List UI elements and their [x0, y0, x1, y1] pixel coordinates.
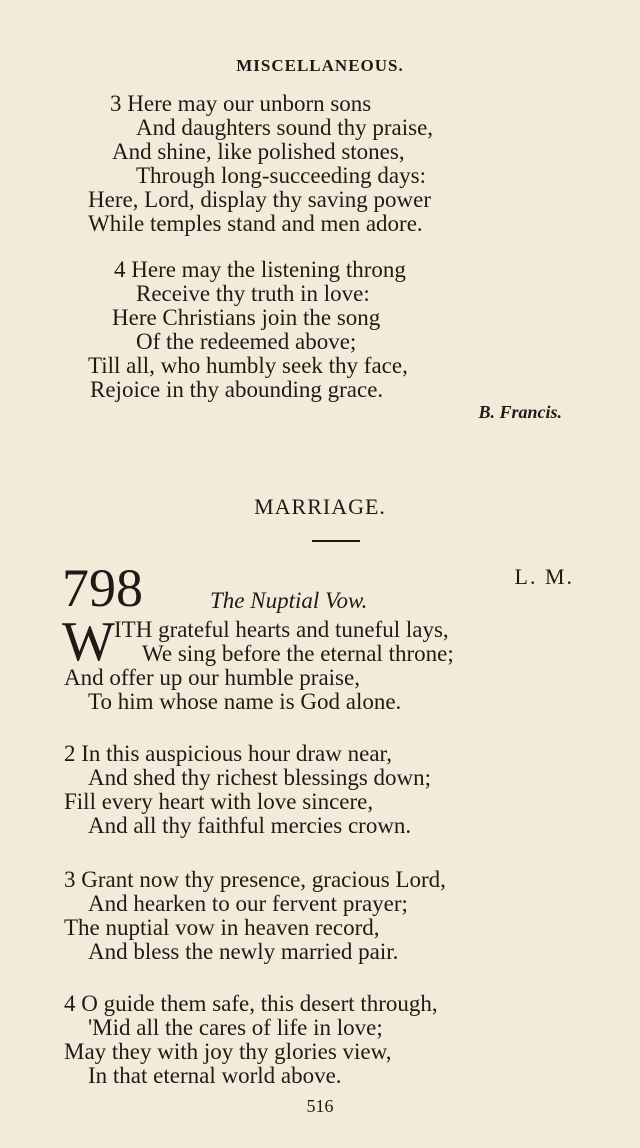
drop-cap: W	[62, 611, 115, 673]
s3-line-4: And bless the newly married pair.	[88, 939, 399, 964]
s4-line-2: 'Mid all the cares of life in love;	[88, 1015, 383, 1040]
s1-line-4: To him whose name is God alone.	[88, 689, 402, 714]
prev-s3-line-3: And shine, like polished stones,	[112, 139, 405, 164]
prev-s4-line-6: Rejoice in thy abounding grace.	[90, 377, 384, 402]
divider-rule	[312, 540, 360, 542]
s1-line-1: ITH grateful hearts and tuneful lays,	[114, 617, 449, 642]
hymn-number: 798	[62, 558, 143, 618]
s4-line-4: In that eternal world above.	[88, 1063, 342, 1088]
prev-s3-line-6: While temples stand and men adore.	[88, 211, 423, 236]
prev-s3-line-4: Through long-succeeding days:	[136, 163, 426, 188]
running-head: MISCELLANEOUS.	[236, 56, 404, 75]
s3-line-1: 3 Grant now thy presence, gracious Lord,	[64, 867, 446, 892]
prev-s4-line-4: Of the redeemed above;	[136, 329, 357, 354]
s4-line-3: May they with joy thy glories view,	[64, 1039, 392, 1064]
s1-line-2: We sing before the eternal throne;	[142, 641, 454, 666]
s4-line-1: 4 O guide them safe, this desert through,	[64, 991, 438, 1016]
section-title: MARRIAGE.	[254, 494, 386, 519]
prev-s4-line-1: 4 Here may the listening throng	[114, 257, 406, 282]
hymn-title: The Nuptial Vow.	[210, 588, 368, 613]
prev-s4-line-3: Here Christians join the song	[112, 305, 381, 330]
prev-s3-line-1: 3 Here may our unborn sons	[110, 91, 372, 116]
prev-s3-line-2: And daughters sound thy praise,	[136, 115, 434, 140]
prev-s3-line-5: Here, Lord, display thy saving power	[88, 187, 432, 212]
page-number: 516	[306, 1096, 334, 1116]
s1-line-3: And offer up our humble praise,	[64, 665, 360, 690]
author-attribution: B. Francis.	[478, 402, 562, 422]
s2-line-4: And all thy faithful mercies crown.	[88, 813, 412, 838]
prev-s4-line-2: Receive thy truth in love:	[136, 281, 370, 306]
hymn-meter: L. M.	[514, 564, 574, 589]
s2-line-2: And shed thy richest blessings down;	[88, 765, 432, 790]
s2-line-1: 2 In this auspicious hour draw near,	[64, 741, 393, 766]
s2-line-3: Fill every heart with love sincere,	[64, 789, 374, 814]
s3-line-2: And hearken to our fervent prayer;	[88, 891, 408, 916]
prev-s4-line-5: Till all, who humbly seek thy face,	[88, 353, 408, 378]
s3-line-3: The nuptial vow in heaven record,	[64, 915, 380, 940]
